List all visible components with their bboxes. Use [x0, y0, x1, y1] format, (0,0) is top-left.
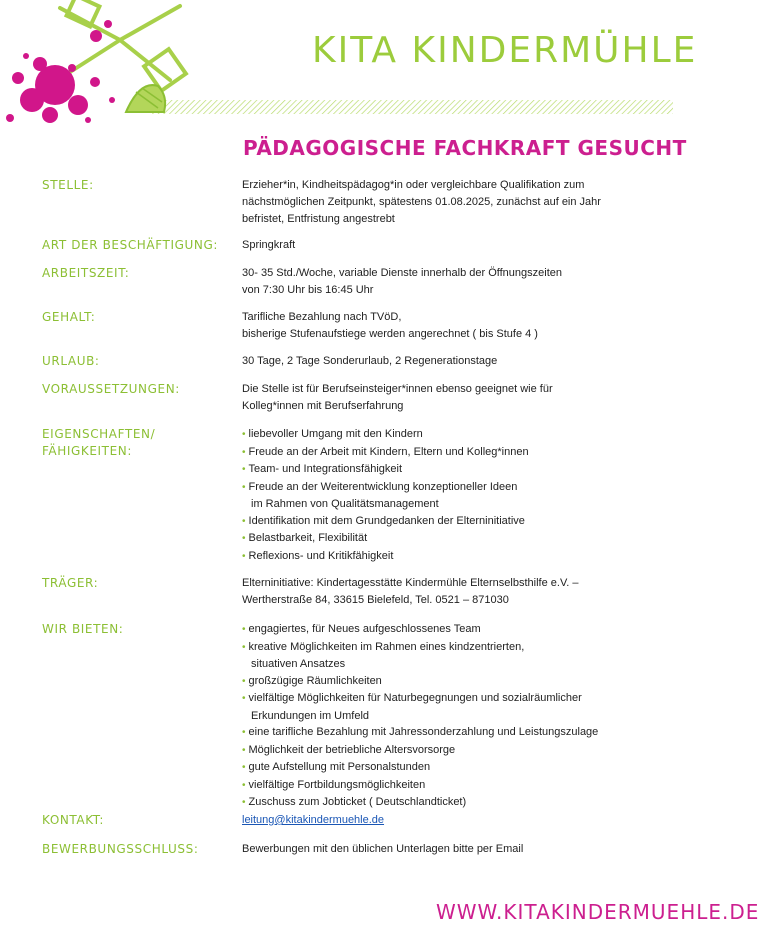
list-item	[242, 777, 652, 795]
value-stelle	[242, 177, 642, 228]
value-arbeitszeit	[242, 265, 642, 299]
value-gehalt	[242, 309, 642, 343]
list-item-text: großzügige Räumlichkeiten	[248, 674, 382, 687]
value-line: befristet, Entfristung angestrebt	[242, 213, 395, 225]
brand-title: KITA KINDERMÜHLE	[312, 30, 698, 71]
bullet-icon: •	[242, 797, 246, 808]
value-urlaub	[242, 353, 642, 370]
value-bewerbungsschluss	[242, 841, 642, 858]
bullet-icon: •	[242, 675, 246, 687]
value-line: 30- 35 Std./Woche, variable Dienste innerhalb der Öffnungszeiten	[242, 267, 563, 279]
bullet-icon: •	[242, 550, 246, 562]
value-line: nächstmöglichen Zeitpunkt, spätestens 01.08.2025, zunächst auf ein Jahr	[242, 196, 601, 208]
list-item-continuation: situativen Ansatzes	[251, 658, 346, 670]
label-traeger: TRÄGER:	[42, 576, 99, 590]
job-title: PÄDAGOGISCHE FACHKRAFT GESUCHT	[243, 136, 687, 160]
bullet-icon: •	[242, 779, 246, 791]
list-item-text: gute Aufstellung mit Personalstunden	[248, 761, 431, 773]
list-item-text: liebevoller Umgang mit den Kindern	[248, 428, 423, 440]
bullet-icon: •	[242, 533, 246, 544]
list-item-text: Reflexions- und Kritikfähigkeit	[248, 549, 394, 562]
bullet-icon: •	[242, 693, 246, 704]
bullet-icon: •	[242, 429, 246, 440]
label-art: ART DER BESCHÄFTIGUNG:	[42, 238, 218, 252]
list-item-text: engagiertes, für Neues aufgeschlossenes Team	[248, 623, 481, 635]
list-item	[242, 673, 652, 691]
list-item	[242, 794, 652, 812]
label-arbeitszeit: ARBEITSZEIT:	[42, 266, 130, 280]
label-line: FÄHIGKEITEN:	[42, 444, 132, 458]
list-item-text: Zuschuss zum Jobticket ( Deutschlandticket)	[248, 796, 467, 808]
list-item-text: vielfältige Möglichkeiten für Naturbegegnungen und sozialräumlicher	[248, 692, 582, 704]
bullet-icon: •	[242, 446, 246, 458]
wir-bieten-list	[242, 621, 652, 812]
value-line: 30 Tage, 2 Tage Sonderurlaub, 2 Regenerationstage	[242, 355, 498, 367]
label-stelle: STELLE:	[42, 178, 94, 192]
list-item-continuation: im Rahmen von Qualitätsmanagement	[251, 498, 439, 510]
value-traeger	[242, 575, 642, 609]
list-item	[242, 479, 652, 513]
eigenschaften-list	[242, 426, 652, 565]
bullet-icon: •	[242, 464, 246, 475]
list-item-text: eine tarifliche Bezahlung mit Jahressonderzahlung und Leistungszulage	[248, 726, 599, 738]
label-kontakt: KONTAKT:	[42, 813, 105, 827]
bullet-icon: •	[242, 481, 246, 493]
value-line: Springkraft	[242, 239, 296, 251]
label-line: EIGENSCHAFTEN/	[42, 427, 156, 441]
value-art	[242, 237, 642, 254]
value-line: bisherige Stufenaufstiege werden angerechnet ( bis Stufe 4 )	[242, 328, 538, 340]
value-line: Wertherstraße 84, 33615 Bielefeld, Tel. 0521 – 871030	[242, 594, 509, 606]
value-line: Kolleg*innen mit Berufserfahrung	[242, 400, 404, 412]
value-line: Elterninitiative: Kindertagesstätte Kindermühle Elternselbsthilfe e.V. –	[242, 577, 579, 589]
value-line: Die Stelle ist für Berufseinsteiger*innen ebenso geeignet wie für	[242, 383, 553, 395]
bullet-icon: •	[242, 762, 246, 773]
value-kontakt	[242, 812, 642, 829]
list-item	[242, 639, 652, 673]
value-line: von 7:30 Uhr bis 16:45 Uhr	[242, 284, 374, 296]
label-eigenschaften	[42, 426, 155, 460]
list-item-text: Belastbarkeit, Flexibilität	[248, 532, 368, 544]
list-item-text: Freude an der Arbeit mit Kindern, Eltern und Kolleg*innen	[248, 445, 529, 458]
list-item	[242, 513, 652, 531]
bullet-icon: •	[242, 624, 246, 635]
list-item	[242, 548, 652, 566]
list-item	[242, 530, 652, 548]
list-item	[242, 621, 652, 639]
value-line: Bewerbungen mit den üblichen Unterlagen bitte per Email	[242, 843, 524, 855]
list-item	[242, 742, 652, 760]
label-voraussetzungen: VORAUSSETZUNGEN:	[42, 382, 180, 396]
list-item-text: Team- und Integrationsfähigkeit	[248, 463, 402, 475]
label-urlaub: URLAUB:	[42, 354, 100, 368]
value-voraussetzungen	[242, 381, 642, 415]
bullet-icon: •	[242, 727, 246, 738]
list-item	[242, 690, 652, 724]
value-line: Tarifliche Bezahlung nach TVöD,	[242, 311, 402, 323]
label-gehalt: GEHALT:	[42, 310, 96, 324]
bullet-icon: •	[242, 744, 246, 756]
list-item-text: kreative Möglichkeiten im Rahmen eines kindzentrierten,	[248, 640, 525, 653]
list-item	[242, 426, 652, 444]
list-item-text: vielfältige Fortbildungsmöglichkeiten	[248, 778, 426, 791]
list-item-text: Freude an der Weiterentwicklung konzeptioneller Ideen	[248, 480, 518, 493]
value-line: Erzieher*in, Kindheitspädagog*in oder vergleichbare Qualifikation zum	[242, 179, 585, 191]
list-item	[242, 461, 652, 479]
list-item-text: Identifikation mit dem Grundgedanken der Elterninitiative	[248, 514, 525, 527]
bullet-icon: •	[242, 515, 246, 527]
footer-website-url: WWW.KITAKINDERMUEHLE.DE	[436, 900, 759, 924]
list-item-continuation: Erkundungen im Umfeld	[251, 709, 370, 722]
contact-email-link[interactable]: leitung@kitakindermuehle.de	[242, 814, 385, 826]
label-wir-bieten: WIR BIETEN:	[42, 622, 124, 636]
list-item	[242, 759, 652, 777]
list-item-text: Möglichkeit der betriebliche Altersvorsorge	[248, 743, 456, 756]
list-item	[242, 444, 652, 462]
label-bewerbungsschluss: BEWERBUNGSSCHLUSS:	[42, 842, 199, 856]
bullet-icon: •	[242, 641, 246, 653]
list-item	[242, 724, 652, 742]
